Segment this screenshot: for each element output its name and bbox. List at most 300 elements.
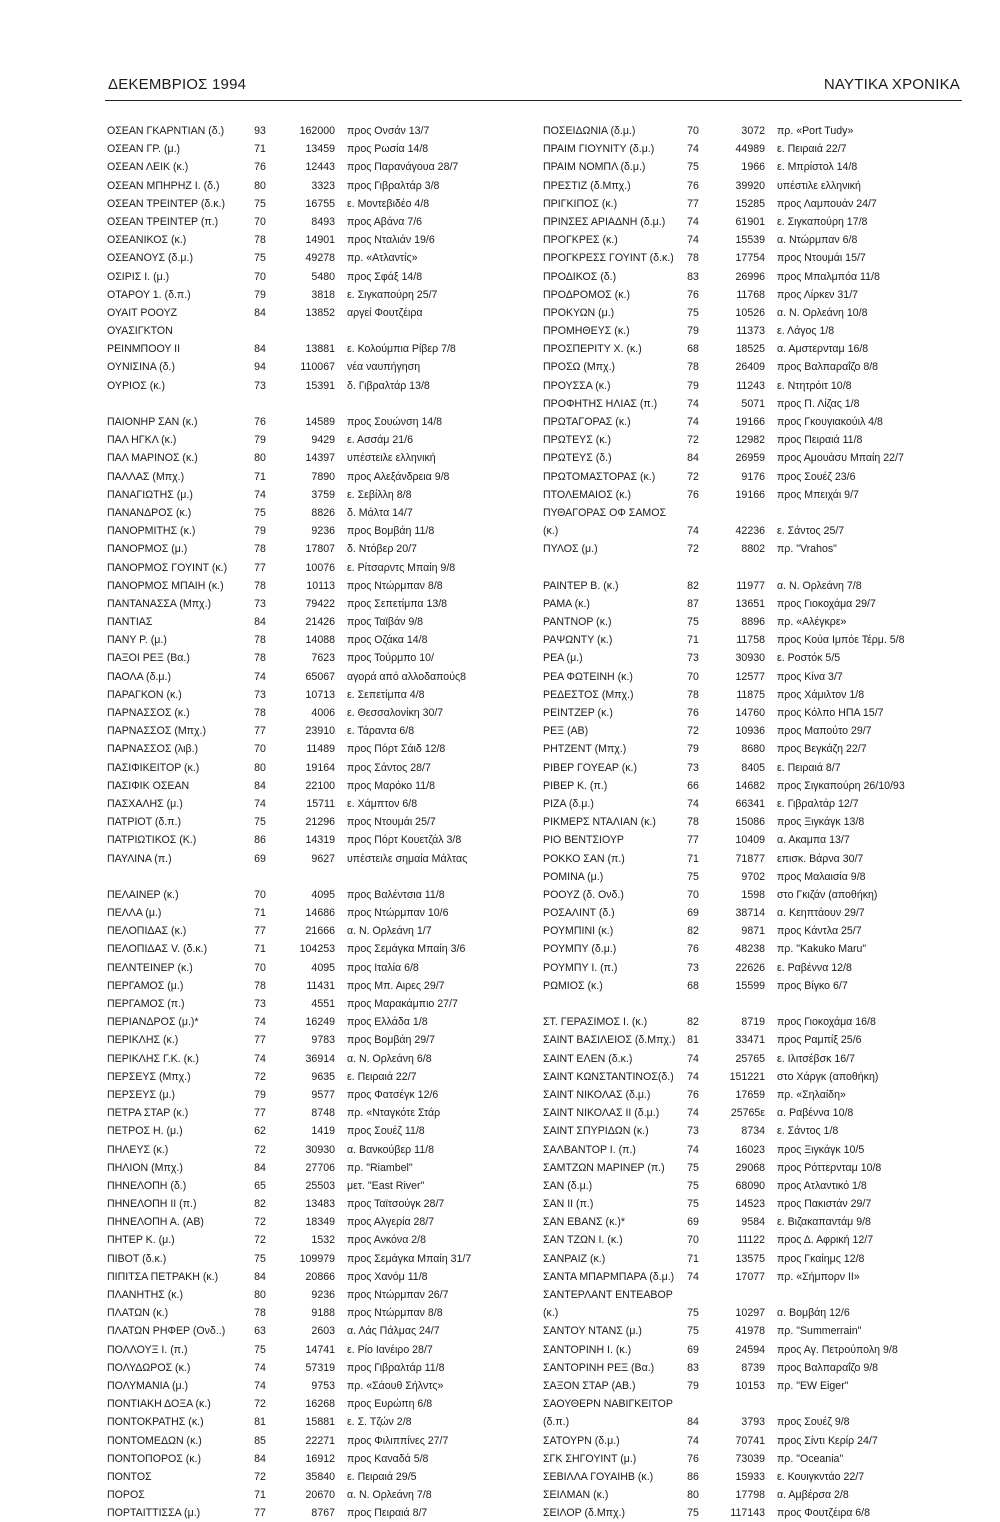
build-year: 74 [687,797,699,810]
tonnage: 13881 [305,343,335,356]
destination: προς Ρωσία 14/8 [347,143,429,156]
ship-row [107,1050,557,1068]
tonnage: 36914 [305,1052,335,1065]
build-year: 73 [254,597,266,610]
ship-row [543,740,993,758]
ship-row [107,740,557,758]
ship-name: ΠΡΩΤΕΥΣ (δ.) [543,452,612,465]
ship-name: ΠΟΛΛΟΥΞ Ι. (π.) [107,1343,188,1356]
ship-row [107,322,557,340]
ship-name: ΠΟΡΤΑΙΤΤΙΣΣΑ (μ.) [107,1507,201,1520]
build-year: 80 [254,452,266,465]
ship-row [543,340,993,358]
ship-row [107,504,557,522]
tonnage: 39920 [735,179,765,192]
tonnage: 9783 [311,1034,335,1047]
tonnage: 12443 [305,161,335,174]
tonnage: 1966 [741,161,765,174]
ship-row [543,1268,993,1286]
build-year: 75 [687,1325,699,1338]
ship-row [543,486,993,504]
tonnage: 162000 [299,125,335,137]
destination: προς Σιγκαπούρη 26/10/93 [777,779,905,792]
tonnage: 2603 [311,1325,335,1338]
build-year: 81 [254,1416,266,1429]
destination: α. Ν. Ορλεάνη 10/8 [777,306,868,319]
build-year: 84 [254,1452,266,1465]
destination: προς Αμουάσυ Μπαίη 22/7 [777,452,904,465]
ship-row [543,213,993,231]
destination: προς Γιβραλτάρ 3/8 [347,179,440,192]
ship-name: ΠΡΟΓΚΡΕΣ (κ.) [543,234,618,247]
ship-name: ΠΛΑΝΗΤΗΣ (κ.) [107,1289,184,1301]
build-year: 79 [254,1088,266,1101]
tonnage: 16268 [305,1398,335,1411]
ship-row [107,268,557,286]
ship-row [543,1322,993,1340]
ship-row [543,1013,993,1031]
ship-row [543,613,993,631]
tonnage: 15391 [305,379,335,392]
ship-row [107,704,557,722]
build-year: 74 [254,797,266,810]
tonnage: 14397 [305,452,335,465]
ship-row [107,1286,557,1304]
destination: προς Ταϊτσούγκ 28/7 [347,1198,445,1211]
build-year: 74 [687,234,699,247]
ship-row [543,1031,993,1049]
ship-name: ΠΡΟΣΠΕΡΙΤΥ Χ. (κ.) [543,343,642,356]
ship-row [107,1450,557,1468]
build-year: 74 [687,416,699,428]
build-year: 71 [687,1252,699,1265]
ship-row [543,686,993,704]
destination: ε. Μοντεβιδέο 4/8 [347,197,430,210]
destination: προς Γκαίημς 12/8 [777,1252,865,1265]
ship-name: ΠΡΟΓΚΡΕΣΣ ΓΟΥΙΝΤ (δ.κ.) [543,252,674,265]
ship-row [107,1468,557,1486]
destination: προς Σουέζ 11/8 [347,1125,425,1138]
ship-row [543,668,993,686]
destination: προς Μπειχάι 9/7 [777,488,859,501]
ship-name: ΠΑΝΟΡΜΟΣ ΜΠΑΙΗ (κ.) [107,579,224,592]
tonnage: 11243 [736,379,765,392]
ship-name: ΟΣΙΡΙΣ Ι. (μ.) [107,270,170,283]
destination: προς Παρανάγουα 28/7 [347,161,459,174]
build-year: 70 [254,743,266,756]
build-year: 75 [687,1161,699,1174]
ship-row [543,559,993,577]
destination: α. Λάς Πάλμας 24/7 [347,1325,440,1338]
build-year: 87 [687,597,699,610]
tonnage: 13651 [735,597,765,610]
ship-row [543,522,993,540]
ship-name: ΠΡΟΜΗΘΕΥΣ (κ.) [543,325,630,338]
ship-row [107,649,557,667]
ship-name: ΠΕΛΟΠΙΔΑΣ V. (δ.κ.) [107,943,208,956]
ship-name: ΠΛΑΤΩΝ ΡΗΦΕΡ (Ονδ..) [107,1325,226,1338]
tonnage: 15711 [306,797,335,810]
destination: προς Πειραιά 11/8 [777,434,863,447]
tonnage: 17798 [735,1489,765,1502]
tonnage: 9236 [311,1289,335,1301]
build-year: 77 [254,925,266,938]
ship-row [107,1432,557,1450]
build-year: 75 [687,616,699,629]
tonnage: 9236 [311,525,335,538]
destination: ε. Πειραιά 22/7 [347,1070,417,1083]
tonnage: 25503 [305,1179,335,1192]
tonnage: 38714 [735,907,765,920]
build-year: 73 [687,652,699,665]
destination: ε. Γιβραλτάρ 12/7 [777,797,859,810]
ship-row [107,1177,557,1195]
build-year: 62 [254,1125,266,1138]
ship-name: ΣΕΒΙΛΛΑ ΓΟΥΑΙΗΒ (κ.) [543,1470,654,1483]
destination: α. Ντώρμπαν 6/8 [777,234,858,247]
ship-name: ΠΑΟΛΑ (δ.μ.) [107,670,171,683]
tonnage: 110067 [300,361,335,374]
ship-row [543,1377,993,1395]
ship-name: ΠΑΡΝΑΣΣΟΣ (λιβ.) [107,743,199,756]
tonnage: 13575 [735,1252,765,1265]
tonnage: 13852 [305,306,335,319]
tonnage: 14319 [305,834,335,847]
ship-row [107,522,557,540]
tonnage: 24594 [735,1343,765,1356]
ship-name: ΣΑΙΝΤ ΝΙΚΟΛΑΣ (δ.μ.) [543,1088,651,1101]
build-year: 78 [687,816,699,829]
ship-name: ΡΙΒΕΡ Κ. (π.) [543,779,608,792]
tonnage: 15086 [735,816,765,829]
build-year: 79 [254,525,266,538]
ship-row [107,613,557,631]
tonnage: 104253 [299,943,335,956]
build-year: 74 [254,1052,266,1065]
ship-row [107,850,557,868]
tonnage: 26996 [735,270,765,283]
tonnage: 15599 [735,979,765,992]
ship-name: ΠΡΟΦΗΤΗΣ ΗΛΙΑΣ (π.) [543,397,658,410]
ship-name: ΡΕΞ (ΑΒ) [543,725,589,738]
ship-row [543,922,993,940]
tonnage: 8493 [311,215,335,228]
tonnage: 15881 [305,1416,335,1429]
build-year: 86 [254,834,266,847]
destination: προς Φατσέγκ 12/6 [347,1088,439,1101]
destination: προς Φουτζέιρα 6/8 [777,1507,871,1520]
ship-row [543,1177,993,1195]
destination: α. Κεηπτάουν 29/7 [777,907,865,920]
build-year: 72 [254,1398,266,1411]
ship-name: ΠΕΡΣΕΥΣ (Μπχ.) [107,1070,191,1083]
destination: προς Σουώνση 14/8 [347,416,443,428]
build-year: 81 [687,1034,699,1047]
destination: προς Κόλπο ΗΠΑ 15/7 [777,707,884,719]
tonnage: 8767 [311,1507,335,1520]
ship-name: ΣΕΙΛΟΡ (δ.Μπχ.) [543,1507,626,1520]
build-year: 79 [687,743,699,756]
tonnage: 9753 [311,1379,335,1392]
ship-name: ΡΙΖΑ (δ.μ.) [543,797,594,810]
build-year: 80 [687,1489,699,1502]
destination: ε. Σιγκαπούρη 17/8 [777,215,868,228]
destination: πρ. «Port Tudy» [777,125,854,137]
tonnage: 11373 [736,325,765,338]
build-year: 82 [687,925,699,938]
tonnage: 8405 [741,761,765,774]
ship-row [107,1413,557,1431]
destination: προς Γιβραλτάρ 11/8 [347,1361,445,1374]
destination: προς Τούρμπο 10/ [347,652,434,665]
tonnage: 71877 [735,852,765,865]
ship-row [107,340,557,358]
ship-name: ΠΟΝΤΟΠΟΡΟΣ (κ.) [107,1452,202,1465]
ship-name: ΟΣΕΑΝ ΓΚΑΡΝΤΙΑΝ (δ.) [107,125,225,137]
destination: προς Σφάξ 14/8 [347,270,423,283]
destination: νέα ναυπήγηση [347,361,421,374]
ship-name: ΠΟΝΤΟΜΕΔΩΝ (κ.) [107,1434,202,1447]
destination: προς Βομβάη 29/7 [347,1034,436,1047]
destination: προς Λαμπουάν 24/7 [777,197,877,210]
ship-row [107,886,557,904]
destination: ε. Πειραιά 29/5 [347,1470,417,1483]
destination: α. Βανκούβερ 11/8 [347,1143,434,1156]
build-year: 77 [254,1107,266,1120]
ship-row [543,504,993,522]
tonnage: 11122 [737,1234,765,1247]
ship-name: ΠΡΕΣΤΙΖ (δ.Μπχ.) [543,179,631,192]
build-year: 72 [254,1216,266,1229]
tonnage: 4006 [311,707,335,719]
build-year: 80 [254,761,266,774]
build-year: 71 [254,470,266,483]
ship-row [543,850,993,868]
ship-row [543,831,993,849]
ship-name: ΠΑΞΟΙ ΡΕΞ (Βα.) [107,652,190,665]
build-year: 74 [687,215,699,228]
ship-name: ΠΡΩΤΟΜΑΣΤΟΡΑΣ (κ.) [543,470,656,483]
ship-name: ΠΗΝΕΛΟΠΗ Α. (ΑΒ) [107,1216,204,1229]
ship-name: ΟΣΕΑΝ ΛΕΙΚ (κ.) [107,161,189,174]
destination: πρ. «Σήμπορν ΙΙ» [777,1270,860,1283]
ship-row [543,1086,993,1104]
destination: ε. Ρίο Ιανέιρο 28/7 [347,1343,433,1356]
destination: υπέστειλε ελληνική [347,452,436,465]
ship-name: ΠΗΤΕΡ Κ. (μ.) [107,1234,175,1247]
ship-name: ΠΗΛΕΥΣ (κ.) [107,1143,169,1156]
ship-name: ΡΟΚΚΟ ΣΑΝ (π.) [543,852,625,865]
build-year: 75 [254,252,266,265]
tonnage: 1598 [741,888,765,901]
header-rule [105,100,962,101]
tonnage: 21666 [305,925,335,938]
build-year: 84 [254,343,266,356]
ship-name: ΣΑΝ ΤΖΩΝ Ι. (κ.) [543,1234,623,1247]
tonnage: 14741 [305,1343,335,1356]
ship-row [543,1231,993,1249]
ship-row [107,140,557,158]
ship-row [543,1250,993,1268]
destination: προς Ντώρμπαν 10/6 [347,907,449,920]
build-year: 71 [687,634,699,647]
destination: προς Κούα Ιμπόε Τέρμ. 5/8 [777,634,905,647]
build-year: 76 [687,1452,699,1465]
build-year: 72 [687,470,699,483]
build-year: 73 [687,961,699,974]
tonnage: 11758 [736,634,765,647]
tonnage: 14523 [735,1198,765,1211]
destination: προς Βαλπαραΐζο 9/8 [777,1361,879,1374]
build-year: 73 [254,688,266,701]
destination: ε. Σεπετίμπα 4/8 [347,688,425,701]
tonnage: 9577 [311,1088,335,1101]
destination: επισκ. Βάρνα 30/7 [777,852,864,865]
ship-row [107,158,557,176]
ship-name: ΠΡΟΚΥΩΝ (μ.) [543,306,615,319]
tonnage: 8826 [311,506,335,519]
tonnage: 10153 [735,1379,765,1392]
destination: α. Βομβάη 12/6 [777,1307,850,1320]
ship-row [543,1432,993,1450]
build-year: 74 [687,397,699,410]
ship-row [107,631,557,649]
tonnage: 17659 [735,1088,765,1101]
destination: πρ. "EW Eiger" [777,1379,849,1392]
ship-row [543,449,993,467]
ship-name: ΣΑΤΟΥΡΝ (δ.μ.) [543,1434,620,1447]
ship-row [107,868,557,886]
ship-row [543,358,993,376]
tonnage: 13459 [305,143,335,156]
tonnage: 49278 [305,252,335,265]
destination: α. Αμστερνταμ 16/8 [777,343,869,356]
ship-row [107,940,557,958]
ship-row [543,722,993,740]
tonnage: 61901 [735,215,765,228]
build-year: 66 [687,779,699,792]
tonnage: 20670 [305,1489,335,1502]
destination: προς Πακιστάν 29/7 [777,1198,872,1211]
destination: προς Μαλαισία 9/8 [777,870,866,883]
tonnage: 8739 [741,1361,765,1374]
tonnage: 8748 [311,1107,335,1120]
build-year: 74 [687,1052,699,1065]
tonnage: 42236 [735,525,765,538]
tonnage: 20866 [305,1270,335,1283]
tonnage: 70741 [735,1434,765,1447]
tonnage: 14901 [305,234,335,247]
tonnage: 15539 [735,234,765,247]
destination: μετ. "East River" [347,1179,425,1192]
ship-name: ΡΕΑ (μ.) [543,652,583,665]
tonnage: 10409 [735,834,765,847]
ship-row [107,722,557,740]
ship-row [543,886,993,904]
ship-row [543,577,993,595]
ship-row [543,413,993,431]
tonnage: 19166 [735,416,765,428]
build-year: 63 [254,1325,266,1338]
ship-name: ΠΑΝΤΑΝΑΣΣΑ (Μπχ.) [107,597,212,610]
destination: προς Κάντλα 25/7 [777,925,862,938]
ship-row [543,1104,993,1122]
ship-row [107,1250,557,1268]
ship-name: ΠΗΝΕΛΟΠΗ ΙΙ (π.) [107,1198,197,1211]
tonnage: 8734 [741,1125,765,1138]
build-year: 79 [254,288,266,301]
tonnage: 3072 [741,125,765,137]
build-year: 74 [254,1379,266,1392]
tonnage: 3793 [741,1416,765,1429]
ship-name: ΣΑΛΒΑΝΤΟΡ Ι. (π.) [543,1143,636,1156]
tonnage: 9176 [741,470,765,483]
right-column [543,122,993,1522]
ship-name: ΠΑΝΑΓΙΩΤΗΣ (μ.) [107,488,193,501]
ship-row [543,122,993,140]
destination: α. Ν. Ορλεάνη 7/8 [347,1489,432,1502]
destination: προς Βεγκάζη 22/7 [777,743,867,756]
destination: α. Ν. Ορλεάνη 1/7 [347,925,432,938]
tonnage: 3323 [311,179,335,192]
ship-row [543,268,993,286]
ship-name: (δ.π.) [543,1416,570,1429]
ship-name: ΟΣΕΑΝ ΤΡΕΙΝΤΕΡ (π.) [107,215,219,228]
destination: προς Φιλιππίνες 27/7 [347,1434,449,1447]
ship-row [543,1159,993,1177]
ship-name: ΡΕΙΝΤΖΕΡ (κ.) [543,707,613,719]
destination: δ. Μάλτα 14/7 [347,506,413,519]
ship-name: ΠΡΟΔΙΚΟΣ (δ.) [543,270,617,283]
ship-row [543,995,993,1013]
build-year: 84 [254,1270,266,1283]
tonnage: 10936 [735,725,765,738]
tonnage: 14686 [305,907,335,920]
ship-name: ΠΑΣΙΦΙΚ ΟΣΕΑΝ [107,779,190,792]
tonnage: 66341 [735,797,765,810]
ship-row [543,1141,993,1159]
build-year: 75 [254,816,266,829]
destination: πρ. "Riambel" [347,1161,413,1174]
build-year: 69 [687,1216,699,1229]
tonnage: 8680 [741,743,765,756]
ship-row [107,377,557,395]
build-year: 78 [254,579,266,592]
ship-name: ΠΡΩΤΕΥΣ (κ.) [543,434,612,447]
destination: α. Αμβέρσα 2/8 [777,1489,849,1502]
build-year: 74 [687,143,699,156]
ship-row [107,1395,557,1413]
ship-name: ΠΟΝΤΟΣ [107,1470,152,1483]
tonnage: 13483 [305,1198,335,1211]
tonnage: 30930 [735,652,765,665]
build-year: 78 [254,652,266,665]
destination: προς Ονσάν 13/7 [347,125,430,137]
ship-name: ΠΕΡΙΚΛΗΣ Γ.Κ. (κ.) [107,1052,199,1065]
build-year: 82 [687,1016,699,1029]
ship-row [107,959,557,977]
ship-row [107,540,557,558]
ship-name: ΟΥΡΙΟΣ (κ.) [107,379,166,392]
ship-row [107,358,557,376]
build-year: 75 [687,161,699,174]
build-year: 70 [254,961,266,974]
ship-name: ΣΑΙΝΤ ΕΛΕΝ (δ.κ.) [543,1052,633,1065]
ship-row [107,595,557,613]
destination: προς Σεπετίμπα 13/8 [347,597,448,610]
ship-row [543,431,993,449]
ship-row [107,304,557,322]
